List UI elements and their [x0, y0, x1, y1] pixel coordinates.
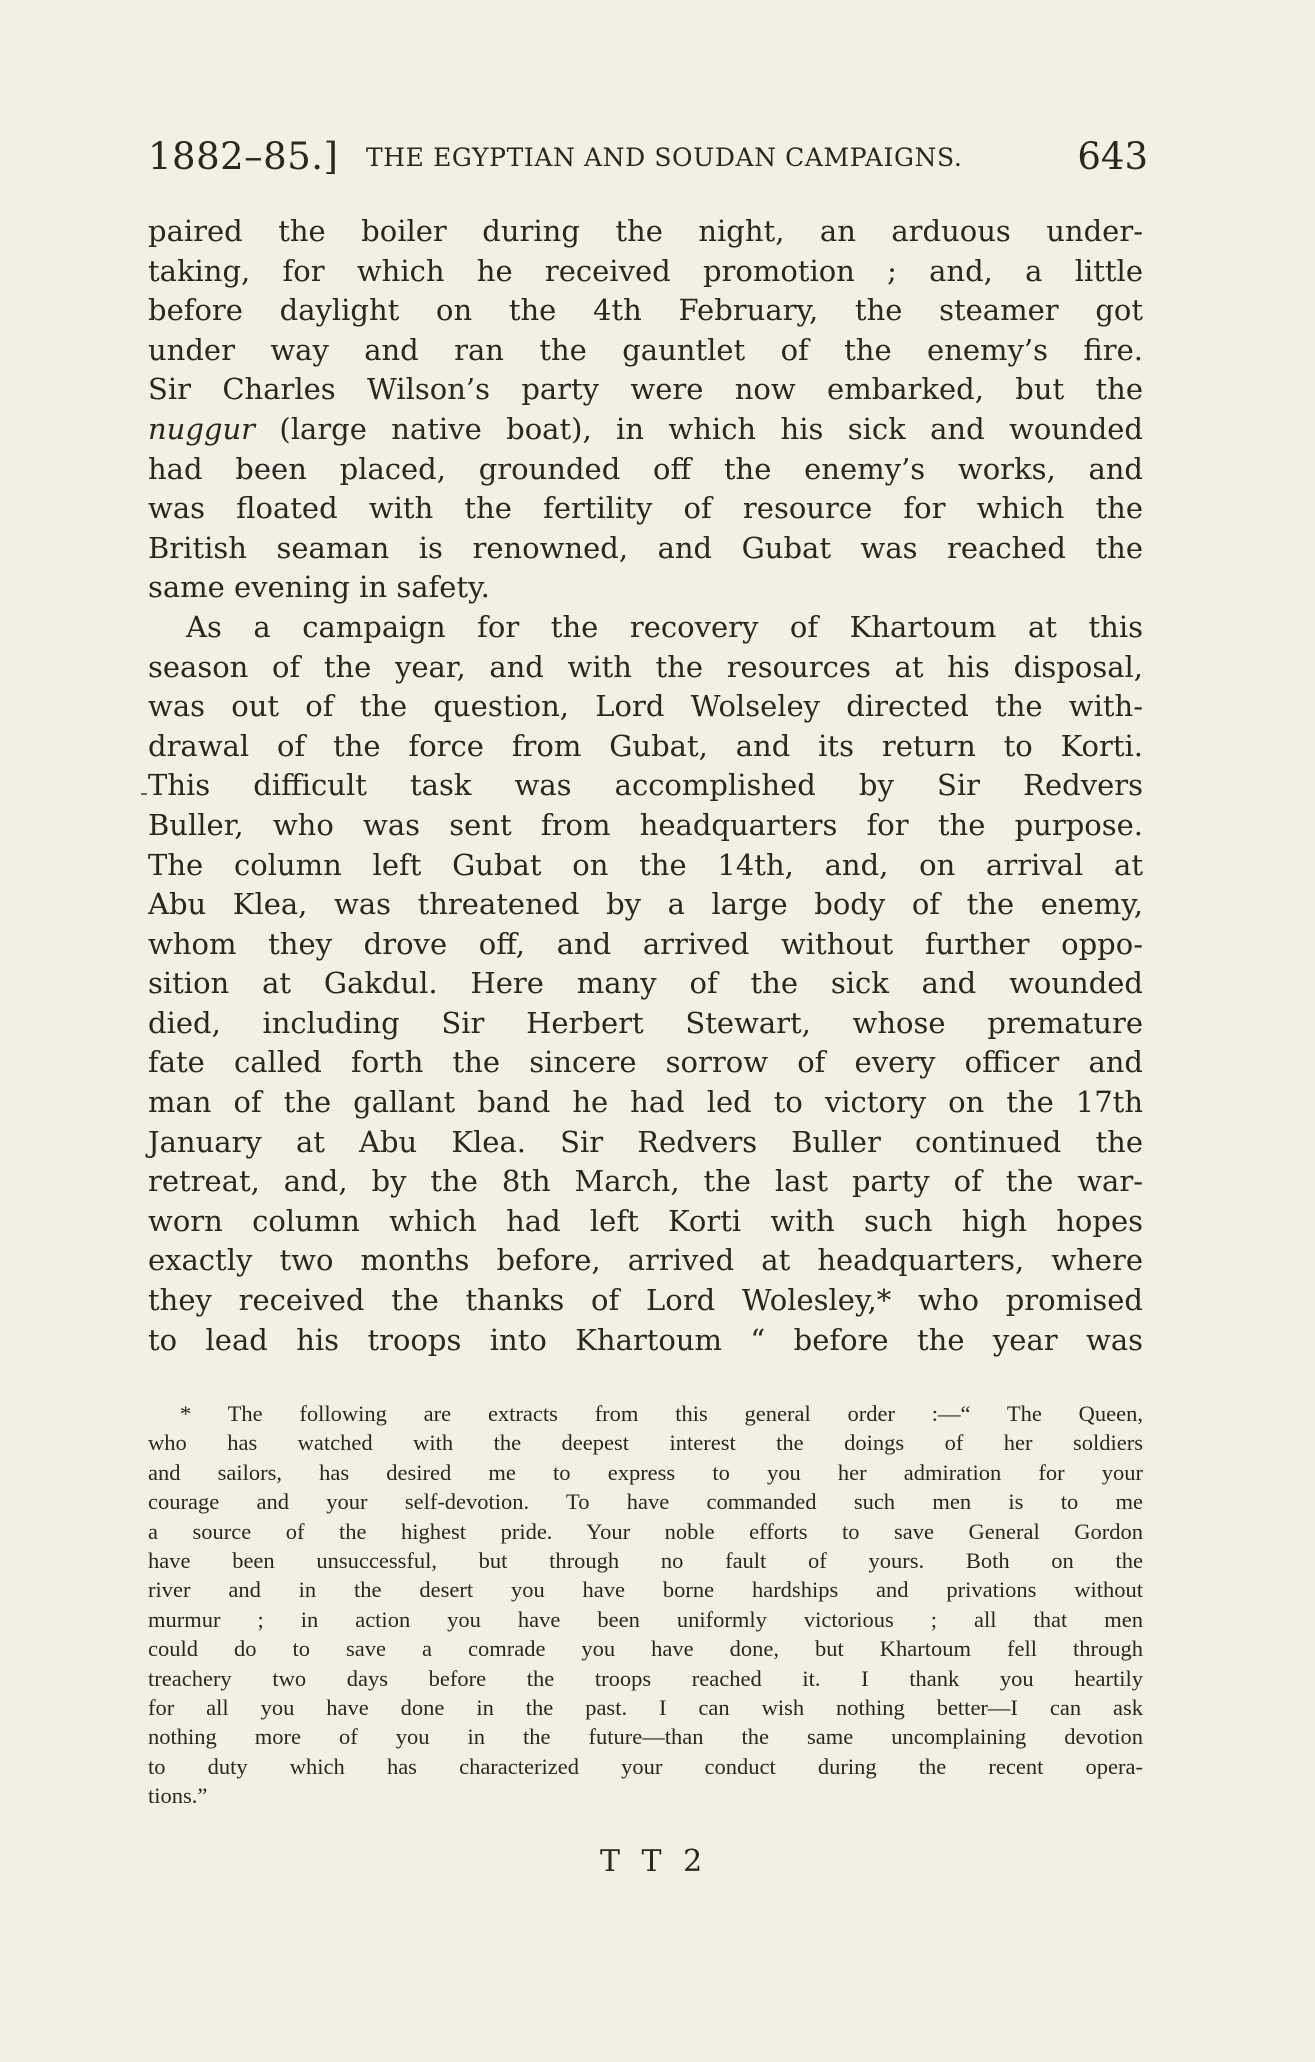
body-line: nuggur (large native boat), in which his sick and wounded: [148, 411, 1143, 446]
body-line: retreat, and, by the 8th March, the last party of the war-: [148, 1164, 1143, 1199]
footnote-line: tions.”: [148, 1783, 208, 1809]
body-line: Sir Charles Wilson’s party were now embarked, but the: [148, 372, 1143, 407]
footnote-line: river and in the desert you have borne hardships and privations without: [148, 1577, 1143, 1603]
body-line: whom they drove off, and arrived without further oppo-: [148, 926, 1143, 961]
footnote-line: murmur ; in action you have been uniformly victorious ; all that men: [148, 1606, 1143, 1632]
body-line: died, including Sir Herbert Stewart, whose premature: [148, 1005, 1143, 1040]
body-line: under way and ran the gauntlet of the enemy’s fire.: [148, 332, 1143, 367]
body-line: exactly two months before, arrived at headquarters, where: [148, 1243, 1143, 1278]
footnote: [148, 1399, 1143, 1810]
body-line: Buller, who was sent from headquarters for the purpose.: [148, 807, 1143, 842]
body-line: As a campaign for the recovery of Khartoum at this: [186, 609, 1143, 644]
body-line: before daylight on the 4th February, the steamer got: [148, 293, 1143, 328]
margin-mark: [141, 793, 147, 795]
body-line: had been placed, grounded off the enemy’s works, and: [148, 451, 1143, 486]
footnote-line: nothing more of you in the future—than the same uncomplaining devotion: [148, 1724, 1143, 1750]
body-line: January at Abu Klea. Sir Redvers Buller continued the: [148, 1124, 1143, 1159]
body-line: man of the gallant band he had led to victory on the 17th: [148, 1085, 1143, 1120]
footnote-line: a source of the highest pride. Your noble efforts to save General Gordon: [148, 1518, 1143, 1544]
footnote-line: * The following are extracts from this general order :—“ The Queen,: [180, 1401, 1143, 1426]
body-line: fate called forth the sincere sorrow of every officer and: [148, 1045, 1143, 1080]
footnote-line: who has watched with the deepest interest the doings of her soldiers: [148, 1430, 1143, 1456]
body-line: British seaman is renowned, and Gubat was reached the: [148, 530, 1143, 565]
footnote-line: treachery two days before the troops reached it. I thank you heartily: [148, 1665, 1143, 1691]
body-line: same evening in safety.: [148, 570, 490, 605]
footnote-line: for all you have done in the past. I can wish nothing better—I can ask: [148, 1694, 1143, 1720]
body-line: sition at Gakdul. Here many of the sick and wounded: [148, 966, 1143, 1001]
body-line: was floated with the fertility of resource for which the: [148, 491, 1143, 526]
footnote-line: could do to save a comrade you have done, but Khartoum fell through: [148, 1636, 1143, 1662]
body-line: Abu Klea, was threatened by a large body of the enemy,: [148, 887, 1143, 922]
body-line: drawal of the force from Gubat, and its return to Korti.: [148, 728, 1143, 763]
running-header: [148, 132, 1148, 182]
signature-mark: T T 2: [600, 1844, 709, 1879]
body-line: season of the year, and with the resources at his disposal,: [148, 649, 1143, 684]
running-title: THE EGYPTIAN AND SOUDAN CAMPAIGNS.: [366, 143, 963, 172]
footnote-line: have been unsuccessful, but through no fault of yours. Both on the: [148, 1547, 1143, 1573]
body-line: paired the boiler during the night, an arduous under-: [148, 214, 1143, 248]
body-text: [148, 212, 1143, 1360]
body-line: This difficult task was accomplished by Sir Redvers: [148, 768, 1143, 803]
body-line: The column left Gubat on the 14th, and, on arrival at: [148, 847, 1143, 882]
body-line: worn column which had left Korti with such high hopes: [148, 1203, 1143, 1238]
footnote-line: to duty which has characterized your conduct during the recent opera-: [148, 1753, 1143, 1779]
page-number: 643: [1077, 135, 1148, 178]
italic-word: nuggur: [148, 411, 256, 446]
body-line: to lead his troops into Khartoum “ before the year was: [148, 1322, 1143, 1357]
footnote-line: courage and your self-devotion. To have commanded such men is to me: [148, 1489, 1143, 1515]
body-line: was out of the question, Lord Wolseley directed the with-: [148, 689, 1143, 724]
body-line: taking, for which he received promotion ; and, a little: [148, 253, 1143, 288]
footnote-line: and sailors, has desired me to express to you her admiration for your: [148, 1459, 1143, 1485]
body-line: they received the thanks of Lord Wolesley,* who promised: [148, 1283, 1143, 1318]
header-years: 1882–85.]: [148, 135, 339, 178]
